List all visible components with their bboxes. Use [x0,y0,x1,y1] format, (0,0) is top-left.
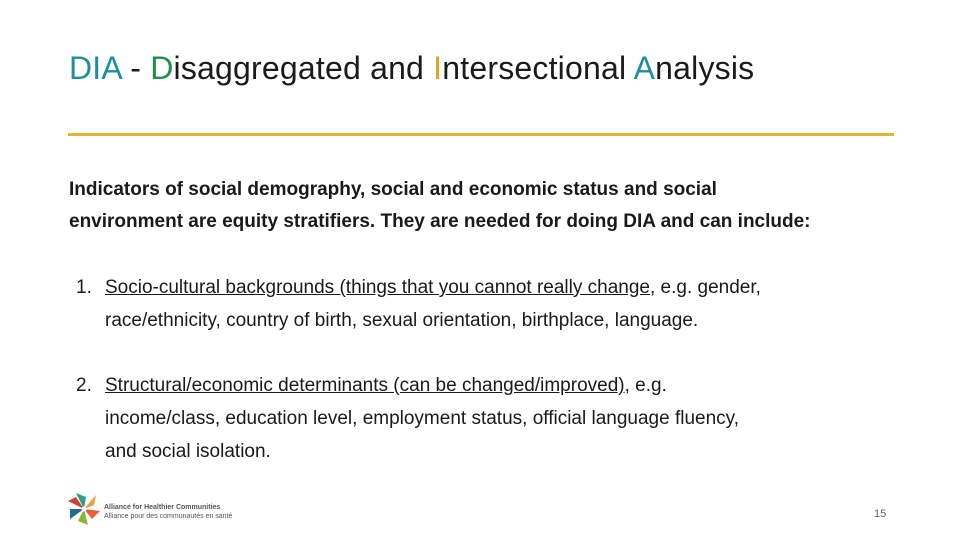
list-item-number: 2. [76,375,92,396]
intro-line-2: environment are equity stratifiers. They are needed for doing DIA and can include: [69,211,811,232]
logo-wordmark [104,503,232,521]
title-divider [68,133,894,136]
list-item-line-1 [76,271,896,304]
list-item [76,271,896,337]
title-initial-d: D [150,50,174,86]
title-separator: - [121,50,151,86]
list-item-text: , e.g. [624,375,667,396]
list-item-underlined-text: Structural/economic determinants (can be changed/improved) [105,375,625,396]
title-word-disaggregated: isaggregated and [173,50,434,86]
alliance-logo [66,491,266,529]
title-word-intersectional: ntersectional [442,50,634,86]
list-item-text: , e.g. [650,277,698,298]
title-initial-i: I [433,50,443,86]
title-acronym: DIA [69,50,122,86]
pinwheel-logo-icon [66,491,102,527]
logo-name-english: Alliance for Healthier Communities [104,504,221,511]
title-initial-a: A [633,50,656,86]
logo-name-french: Alliance pour des communautés en santé [104,513,233,520]
list-item-line-3: and social isolation. [105,441,271,462]
list-item [76,369,896,468]
list-item-line-1 [76,369,896,402]
intro-paragraph [69,174,919,238]
intro-line-1: Indicators of social demography, social and economic status and social [69,179,717,200]
title-word-analysis: nalysis [655,50,755,86]
page-number: 15 [874,508,887,520]
list-item-line-2: income/class, education level, employment status, official language fluency, [105,408,740,429]
list-item-line-2: race/ethnicity, country of birth, sexual orientation, birthplace, language. [105,310,699,331]
list-item-underlined-text: Socio-cultural backgrounds (things that you cannot really change [105,277,650,298]
list-item-number: 1. [76,277,92,298]
list-item-underlined-text: g [697,277,709,298]
list-item-text: ender, [708,277,761,298]
slide-title [69,50,754,87]
